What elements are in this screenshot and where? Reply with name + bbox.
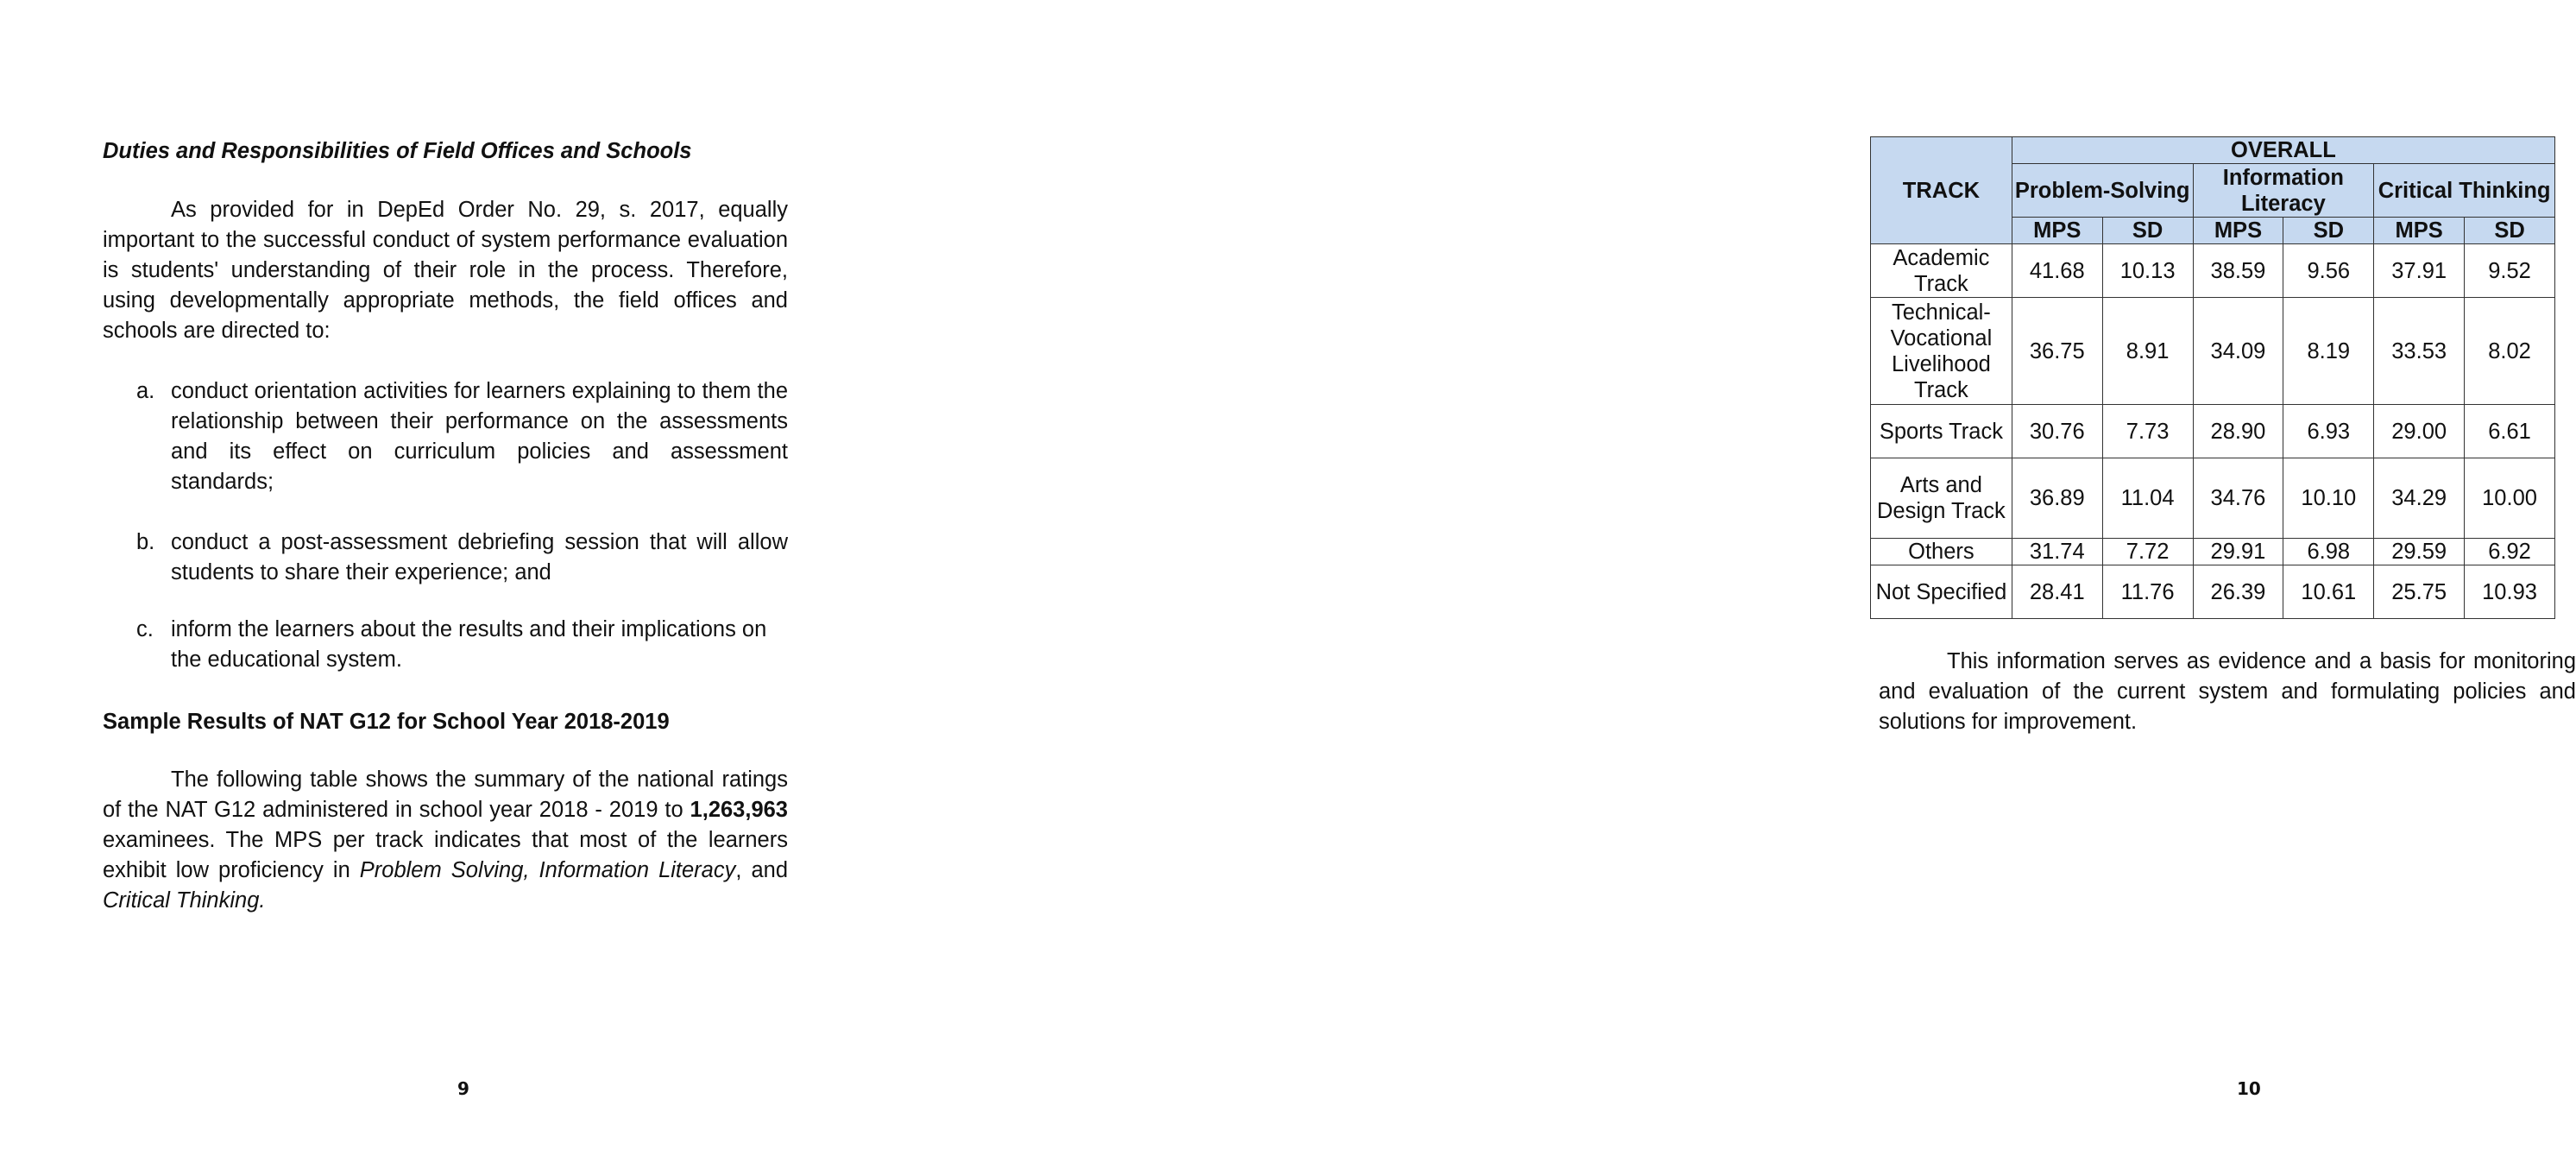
table-row	[1871, 539, 2555, 565]
value-cell: 33.53	[2374, 298, 2465, 405]
value-cell: 31.74	[2012, 539, 2102, 565]
track-cell: Sports Track	[1871, 405, 2012, 458]
track-cell: Not Specified	[1871, 565, 2012, 619]
sub-header: MPS	[2012, 218, 2102, 244]
value-cell: 41.68	[2012, 244, 2102, 298]
value-cell: 36.89	[2012, 458, 2102, 539]
table-row	[1871, 458, 2555, 539]
value-cell: 10.00	[2465, 458, 2555, 539]
track-cell: Technical-Vocational Livelihood Track	[1871, 298, 2012, 405]
sub-header: SD	[2465, 218, 2555, 244]
value-cell: 34.09	[2193, 298, 2283, 405]
value-cell: 10.93	[2465, 565, 2555, 619]
sub-header: MPS	[2193, 218, 2283, 244]
value-cell: 26.39	[2193, 565, 2283, 619]
value-cell: 6.92	[2465, 539, 2555, 565]
table-row	[1871, 565, 2555, 619]
track-cell: Arts and Design Track	[1871, 458, 2012, 539]
list-item-text: conduct orientation activities for learners explaining to them the relationship between their performance on the assessments and its effect on curriculum policies and assessment standards;	[171, 379, 788, 494]
value-cell: 6.98	[2283, 539, 2374, 565]
sub-header: SD	[2102, 218, 2193, 244]
list-item	[103, 615, 788, 675]
duties-list	[103, 376, 788, 675]
section-title-duties: Duties and Responsibilities of Field Offices and Schools	[103, 139, 692, 163]
list-item-text: conduct a post-assessment debriefing session that will allow students to share their experience; and	[171, 530, 788, 584]
value-cell: 29.59	[2374, 539, 2465, 565]
list-item-text: inform the learners about the results and their implications on the educational system.	[171, 617, 767, 672]
group-header: Critical Thinking	[2374, 164, 2555, 218]
list-marker: a.	[136, 379, 155, 403]
section-title-sample-results: Sample Results of NAT G12 for School Year 2018-2019	[103, 710, 670, 734]
value-cell: 37.91	[2374, 244, 2465, 298]
page-number: 9	[457, 1078, 469, 1099]
value-cell: 11.76	[2102, 565, 2193, 619]
list-item	[103, 376, 788, 497]
right-page-content	[1870, 136, 2576, 737]
value-cell: 28.41	[2012, 565, 2102, 619]
results-emphasis: Problem Solving, Information Literacy	[359, 858, 736, 882]
track-cell: Academic Track	[1871, 244, 2012, 298]
value-cell: 29.91	[2193, 539, 2283, 565]
value-cell: 9.52	[2465, 244, 2555, 298]
list-marker: c.	[136, 617, 154, 641]
value-cell: 8.91	[2102, 298, 2193, 405]
value-cell: 7.72	[2102, 539, 2193, 565]
value-cell: 10.10	[2283, 458, 2374, 539]
sub-header: SD	[2283, 218, 2374, 244]
results-emphasis: Critical Thinking.	[103, 888, 266, 913]
examinee-count: 1,263,963	[690, 798, 788, 822]
value-cell: 7.73	[2102, 405, 2193, 458]
value-cell: 6.93	[2283, 405, 2374, 458]
list-marker: b.	[136, 530, 155, 554]
overall-header: OVERALL	[2012, 137, 2554, 164]
list-item	[103, 527, 788, 588]
intro-paragraph: As provided for in DepEd Order No. 29, s. 2017, equally important to the successful conduct of system performance evaluation is students' understanding of their role in the process. Therefore, using developmentally appropriate methods, the field offices and schools are directed to:	[103, 198, 788, 343]
group-header: Problem-Solving	[2012, 164, 2193, 218]
right-page	[884, 0, 2576, 1156]
value-cell: 10.61	[2283, 565, 2374, 619]
sub-header: MPS	[2374, 218, 2465, 244]
value-cell: 8.02	[2465, 298, 2555, 405]
value-cell: 6.61	[2465, 405, 2555, 458]
group-header: Information Literacy	[2193, 164, 2374, 218]
value-cell: 10.13	[2102, 244, 2193, 298]
results-paragraph	[103, 765, 788, 916]
results-table	[1870, 136, 2555, 619]
value-cell: 34.76	[2193, 458, 2283, 539]
value-cell: 29.00	[2374, 405, 2465, 458]
track-cell: Others	[1871, 539, 2012, 565]
value-cell: 8.19	[2283, 298, 2374, 405]
table-row	[1871, 405, 2555, 458]
results-text: examinees. The MPS per track indicates that most of the learners exhibit low proficiency in	[103, 828, 788, 882]
closing-paragraph: This information serves as evidence and a basis for monitoring and evaluation of the current system and formulating policies and solutions for improvement.	[1879, 649, 2576, 734]
left-page	[0, 0, 884, 1156]
value-cell: 38.59	[2193, 244, 2283, 298]
track-header: TRACK	[1871, 137, 2012, 244]
table-row	[1871, 244, 2555, 298]
left-page-content	[103, 136, 788, 916]
value-cell: 36.75	[2012, 298, 2102, 405]
table-row	[1871, 298, 2555, 405]
value-cell: 9.56	[2283, 244, 2374, 298]
value-cell: 28.90	[2193, 405, 2283, 458]
results-text: The following table shows the summary of the national ratings of the NAT G12 administered in school year 2018 - 2019 to	[103, 768, 788, 822]
value-cell: 34.29	[2374, 458, 2465, 539]
value-cell: 30.76	[2012, 405, 2102, 458]
results-text: , and	[735, 858, 789, 882]
value-cell: 25.75	[2374, 565, 2465, 619]
page-number: 10	[2237, 1078, 2261, 1099]
value-cell: 11.04	[2102, 458, 2193, 539]
